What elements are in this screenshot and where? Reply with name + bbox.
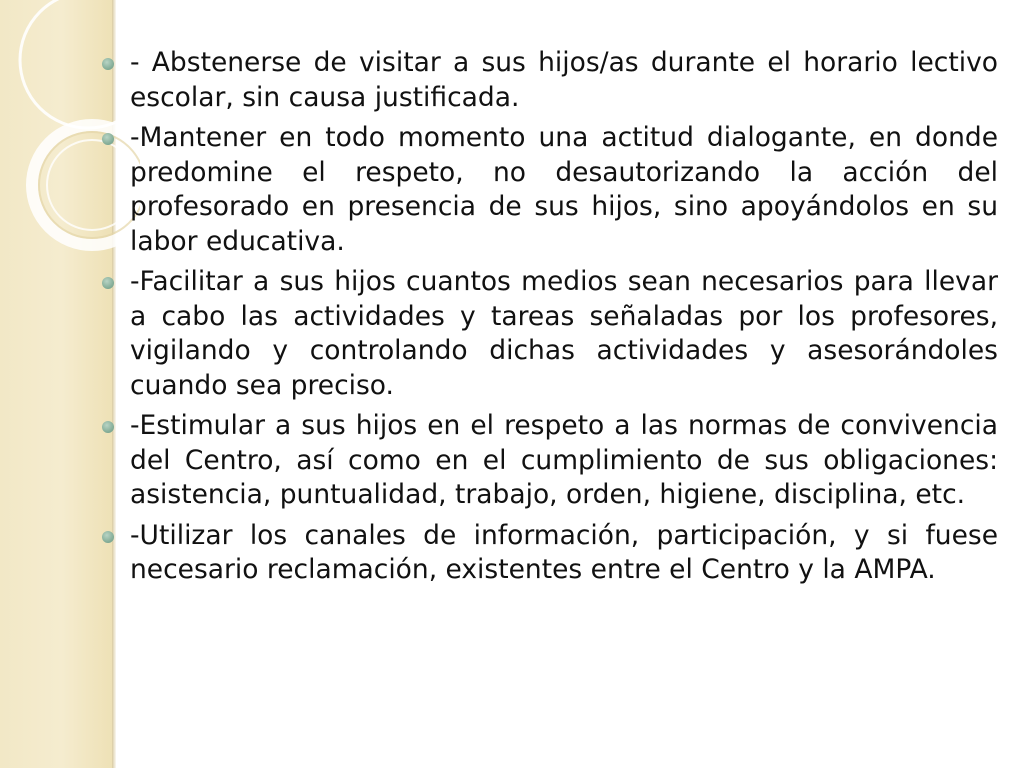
list-item xyxy=(98,121,998,259)
bullet-text: -Estimular a sus hijos en el respeto a las normas de convivencia del Centro, así como en el cumplimiento de sus obligaciones: asistencia, puntualidad, trabajo, orden, higiene, disciplina, etc. xyxy=(130,410,998,510)
bullet-dot-icon xyxy=(102,133,114,145)
bullet-dot-icon xyxy=(102,421,114,433)
list-item xyxy=(98,265,998,403)
list-item xyxy=(98,409,998,513)
bullet-dot-icon xyxy=(102,277,114,289)
bullet-text: - Abstenerse de visitar a sus hijos/as durante el horario lectivo escolar, sin causa justificada. xyxy=(130,47,998,113)
bullet-list xyxy=(98,46,998,594)
bullet-dot-icon xyxy=(102,58,114,70)
list-item xyxy=(98,519,998,588)
bullet-text: -Utilizar los canales de información, participación, y si fuese necesario reclamación, existentes entre el Centro y la AMPA. xyxy=(130,519,998,585)
bullet-text: -Facilitar a sus hijos cuantos medios sean necesarios para llevar a cabo las actividades y tareas señaladas por los profesores, vigilando y controlando dichas actividades y asesorándoles cuando sea preciso. xyxy=(130,266,998,401)
bullet-dot-icon xyxy=(102,531,114,543)
bullet-text: -Mantener en todo momento una actitud dialogante, en donde predomine el respeto, no desautorizando la acción del profesorado en presencia de sus hijos, sino apoyándolos en su labor educativa. xyxy=(130,122,998,257)
list-item xyxy=(98,46,998,115)
